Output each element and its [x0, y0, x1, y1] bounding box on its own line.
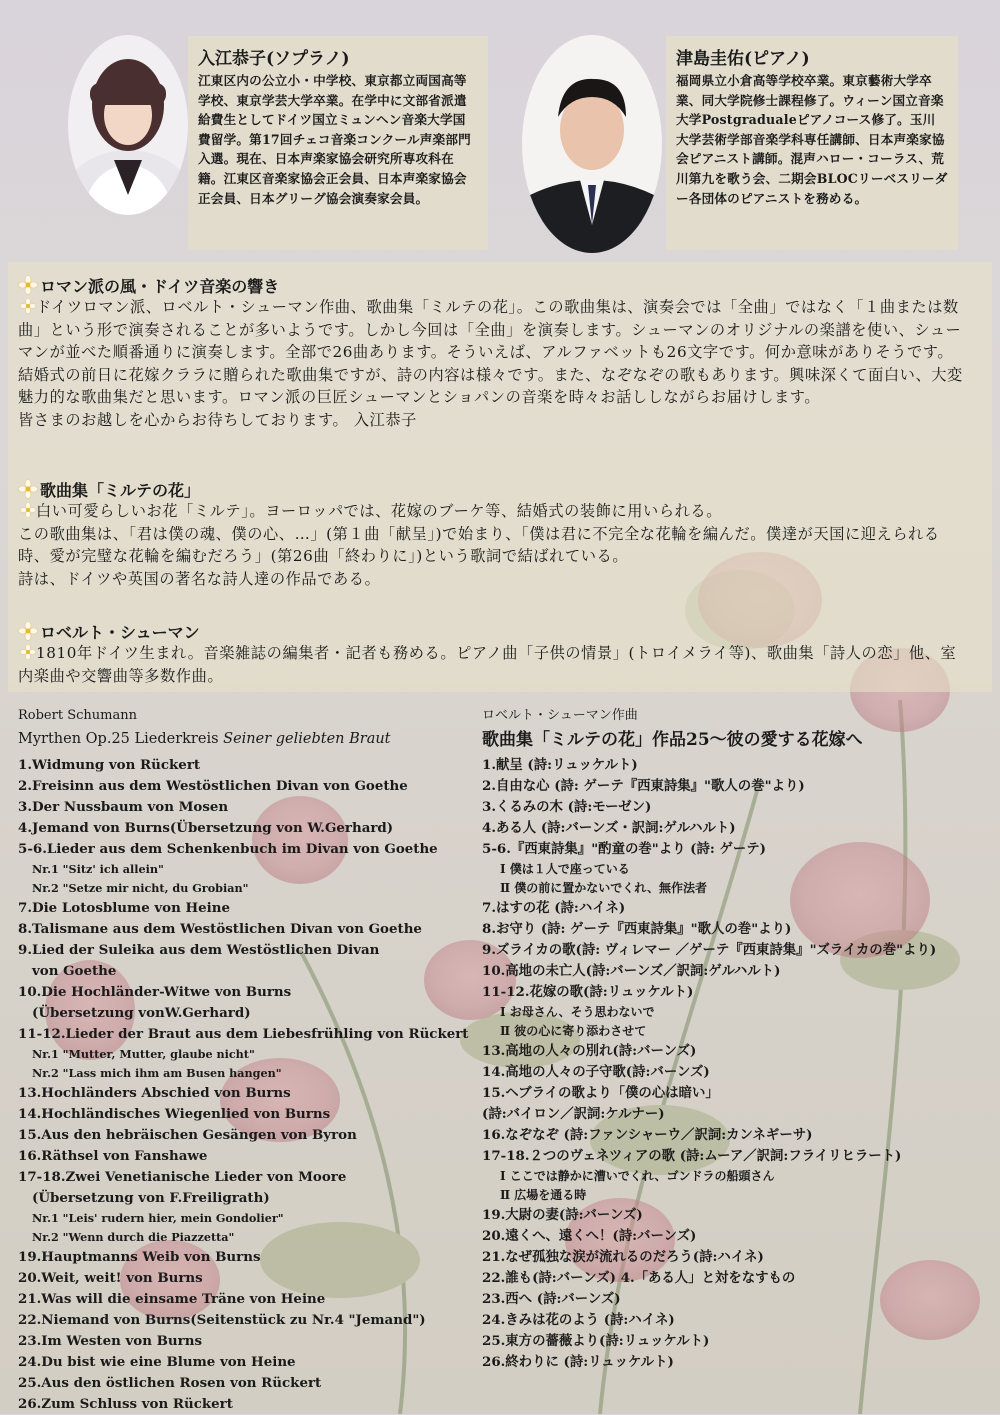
song-item: 3.Der Nussbaum von Mosen	[18, 799, 229, 815]
pianist-portrait	[522, 35, 662, 253]
section-text: ドイツロマン派、ロベルト・シューマン作曲、歌曲集「ミルテの花」。この歌曲集は、演奏会では「全曲」ではなく「１曲または数曲」という形で演奏されることが多いようです。しかし今回は「全曲」を演奏します。シューマンのオリジナルの楽譜を使い、シューマンが並べた順番通りに演奏します。全部で26曲あります。そういえば、アルファベットも26文字です。何か意味がありそうです。結婚式の前日に花嫁クララに贈られた歌曲集ですが、詩の内容は様々です。また、なぞなぞの歌もあります。興味深くて面白い、大変魅力的な歌曲集だと思います。ロマン派の巨匠シューマンとショパンの音楽を時々お話ししながらお届けします。	[18, 298, 963, 406]
song-item: 16.なぞなぞ (詩:ファンシャーウ／訳詞:カンネギーサ)	[482, 1127, 813, 1143]
section-title	[18, 478, 968, 500]
song-subitem: Nr.1 "Sitz' ich allein"	[32, 862, 164, 876]
flower-icon	[20, 502, 36, 518]
song-item: 17-18.Zwei Venetianische Lieder von Moore	[18, 1169, 347, 1185]
flower-icon	[18, 479, 38, 499]
song-list-german	[18, 705, 478, 1415]
song-item: 19.大尉の妻(詩:バーンズ)	[482, 1207, 643, 1223]
section-title	[18, 274, 968, 296]
song-items	[482, 755, 982, 1373]
song-item: 21.なぜ孤独な涙が流れるのだろう(詩:ハイネ)	[482, 1249, 764, 1265]
section-paragraph	[18, 500, 968, 523]
song-item: 13.高地の人々の別れ(詩:バーンズ)	[482, 1043, 697, 1059]
song-item: 25.東方の薔薇より(詩:リュッケルト)	[482, 1333, 710, 1349]
song-item: 8.お守り (詩: ゲーテ『西東詩集』"歌人の巻"より)	[482, 921, 792, 937]
section-paragraph	[18, 642, 968, 687]
song-item: 4.Jemand von Burns(Übersetzung von W.Gerhard)	[18, 820, 394, 836]
song-item: 10.高地の未亡人(詩:バーンズ／訳詞:ゲルハルト)	[482, 963, 781, 979]
song-subitem: Nr.1 "Leis' rudern hier, mein Gondolier"	[32, 1211, 284, 1225]
song-item: 4.ある人 (詩:バーンズ・訳詞:ゲルハルト)	[482, 820, 736, 836]
song-subitem: (Übersetzung vonW.Gerhard)	[32, 1005, 251, 1021]
song-item: 19.Hauptmanns Weib von Burns	[18, 1249, 261, 1265]
soprano-name: 入江恭子(ソプラノ)	[198, 49, 350, 69]
song-item: 1.献呈 (詩:リュッケルト)	[482, 757, 638, 773]
song-item: 13.Hochländers Abschied von Burns	[18, 1085, 291, 1101]
composer-name: Robert Schumann	[18, 708, 137, 723]
section-romantic	[18, 274, 968, 431]
song-item: 26.Zum Schluss von Rückert	[18, 1396, 233, 1412]
section-body	[18, 296, 968, 431]
soprano-bio-card	[188, 36, 488, 250]
song-item: 9.Lied der Suleika aus dem Westöstlichen Divan	[18, 942, 380, 958]
song-item: 23.西へ (詩:バーンズ)	[482, 1291, 621, 1307]
cycle-title	[18, 727, 478, 751]
cycle-title-text: Myrthen Op.25 Liederkreis	[18, 731, 224, 747]
section-title-text: 歌曲集「ミルテの花」	[40, 480, 201, 500]
song-item: 20.Weit, weit! von Burns	[18, 1270, 203, 1286]
section-title	[18, 620, 968, 642]
flower-icon	[20, 644, 36, 660]
pianist-bio-card	[666, 36, 958, 250]
song-item: 1.Widmung von Rückert	[18, 757, 201, 773]
song-item: 11-12.Lieder der Braut aus dem Liebesfrühling von Rückert	[18, 1026, 469, 1042]
song-item: 3.くるみの木 (詩:モーゼン)	[482, 799, 652, 815]
song-item: 26.終わりに (詩:リュッケルト)	[482, 1354, 674, 1370]
song-item: 2.自由な心 (詩: ゲーテ『西東詩集』"歌人の巻"より)	[482, 778, 805, 794]
flower-icon	[18, 275, 38, 295]
soprano-portrait	[68, 35, 188, 215]
song-item: 24.Du bist wie eine Blume von Heine	[18, 1354, 296, 1370]
song-item: 5-6.『西東詩集』"酌童の巻"より (詩: ゲーテ)	[482, 841, 766, 857]
song-item: (詩:バイロン／訳詞:ケルナー)	[482, 1106, 665, 1122]
song-subitem: Ⅰ ここでは静かに漕いでくれ、ゴンドラの船頭さん	[500, 1169, 775, 1183]
song-item: 24.きみは花のよう (詩:ハイネ)	[482, 1312, 675, 1328]
song-item: 9.ズライカの歌(詩: ヴィレマー ／ゲーテ『西東詩集』"ズライカの巻"より)	[482, 942, 937, 958]
song-item: 11-12.花嫁の歌(詩:リュッケルト)	[482, 984, 694, 1000]
cycle-subtitle: Seiner geliebten Braut	[223, 731, 391, 747]
song-item: 5-6.Lieder aus dem Schenkenbuch im Divan von Goethe	[18, 841, 438, 857]
song-subitem: von Goethe	[32, 963, 117, 979]
song-subitem: (Übersetzung von F.Freiligrath)	[32, 1190, 270, 1206]
song-item: 14.Hochländisches Wiegenlied von Burns	[18, 1106, 331, 1122]
section-title-text: ロマン派の風・ドイツ音楽の響き	[40, 276, 280, 296]
flower-icon	[20, 298, 36, 314]
song-item: 8.Talismane aus dem Westöstlichen Divan von Goethe	[18, 921, 422, 937]
section-myrthen	[18, 478, 968, 590]
song-subitem: Nr.2 "Setze mir nicht, du Grobian"	[32, 881, 249, 895]
song-item: 23.Im Westen von Burns	[18, 1333, 202, 1349]
soprano-bio: 江東区内の公立小・中学校、東京都立両国高等学校、東京学芸大学卒業。在学中に文部省派遣給費生としてドイツ国立ミュンヘン音楽大学国費留学。第17回チェコ音楽コンクール声楽部門入選。現在、日本声楽家協会研究所専攻科在籍。江東区音楽家協会正会員、日本声楽家協会正会員、日本グリーグ協会演奏家会員。	[198, 73, 471, 206]
section-paragraph: 詩は、ドイツや英国の著名な詩人達の作品である。	[18, 569, 381, 588]
section-title-text: ロベルト・シューマン	[40, 622, 200, 642]
song-item: 22.Niemand von Burns(Seitenstück zu Nr.4 "Jemand")	[18, 1312, 426, 1328]
song-subitem: Ⅱ 僕の前に置かないでくれ、無作法者	[500, 881, 708, 895]
section-paragraph: 皆さまのお越しを心からお待ちしております。 入江恭子	[18, 410, 417, 429]
song-item: 17-18.２つのヴェネツィアの歌 (詩:ムーア／訳詞:フライリヒラート)	[482, 1148, 902, 1164]
song-item: 15.ヘブライの歌より「僕の心は暗い」	[482, 1085, 719, 1101]
section-body	[18, 500, 968, 590]
song-item: 16.Räthsel von Fanshawe	[18, 1148, 208, 1164]
pianist-name: 津島圭佑(ピアノ)	[676, 49, 810, 69]
song-item: 7.はすの花 (詩:ハイネ)	[482, 900, 626, 916]
song-subitem: Ⅰ 僕は１人で座っている	[500, 862, 630, 876]
flower-icon	[18, 621, 38, 641]
song-item: 14.高地の人々の子守歌(詩:バーンズ)	[482, 1064, 710, 1080]
song-item: 15.Aus den hebräischen Gesängen von Byron	[18, 1127, 357, 1143]
song-item: 10.Die Hochländer-Witwe von Burns	[18, 984, 292, 1000]
song-subitem: Ⅰ お母さん、そう思わないで	[500, 1005, 655, 1019]
section-paragraph	[18, 296, 968, 409]
song-item: 20.遠くへ、遠くへ！(詩:バーンズ)	[482, 1228, 697, 1244]
song-subitem: Nr.1 "Mutter, Mutter, glaube nicht"	[32, 1047, 255, 1061]
section-text: 1810年ドイツ生まれ。音楽雑誌の編集者・記者も務める。ピアノ曲「子供の情景」(トロイメライ等)、歌曲集「詩人の恋」他、室内楽曲や交響曲等多数作曲。	[18, 644, 957, 685]
song-item: 25.Aus den östlichen Rosen von Rückert	[18, 1375, 322, 1391]
song-items	[18, 755, 478, 1415]
pianist-bio: 福岡県立小倉高等学校卒業。東京藝術大学卒業、同大学院修士課程修了。ウィーン国立音楽大学Postgradualeピアノコース修了。玉川大学芸術学部音楽学科専任講師、日本声楽家協会ピアニスト講師。混声ハロー・コーラス、荒川第九を歌う会、二期会BLOCリーベスリーダー各団体のピアニストを務める。	[676, 73, 948, 206]
section-text: 白い可愛らしいお花「ミルテ」。ヨーロッパでは、花嫁のブーケ等、結婚式の装飾に用いられる。	[36, 502, 722, 520]
composer-name: ロベルト・シューマン作曲	[482, 708, 638, 723]
song-item: 22.誰も(詩:バーンズ) 4.「ある人」と対をなすもの	[482, 1270, 796, 1286]
section-body	[18, 642, 968, 687]
song-subitem: Nr.2 "Lass mich ihm am Busen hangen"	[32, 1066, 282, 1080]
song-item: 21.Was will die einsame Träne von Heine	[18, 1291, 326, 1307]
section-paragraph: この歌曲集は、「君は僕の魂、僕の心、…」(第１曲「献呈」)で始まり、「僕は君に不完全な花輪を編んだ。僕達が天国に迎えられる時、愛が完璧な花輪を編むだろう」(第26曲「終わりに」)という歌詞で結ばれている。	[18, 524, 940, 565]
song-item: 2.Freisinn aus dem Westöstlichen Divan von Goethe	[18, 778, 408, 794]
song-subitem: Ⅱ 広場を通る時	[500, 1188, 587, 1202]
section-schumann	[18, 620, 968, 687]
song-subitem: Nr.2 "Wenn durch die Piazzetta"	[32, 1230, 235, 1244]
cycle-title: 歌曲集「ミルテの花」作品25～彼の愛する花嫁へ	[482, 730, 863, 750]
song-subitem: Ⅱ 彼の心に寄り添わさせて	[500, 1024, 647, 1038]
song-list-japanese	[482, 705, 982, 1373]
song-item: 7.Die Lotosblume von Heine	[18, 900, 231, 916]
